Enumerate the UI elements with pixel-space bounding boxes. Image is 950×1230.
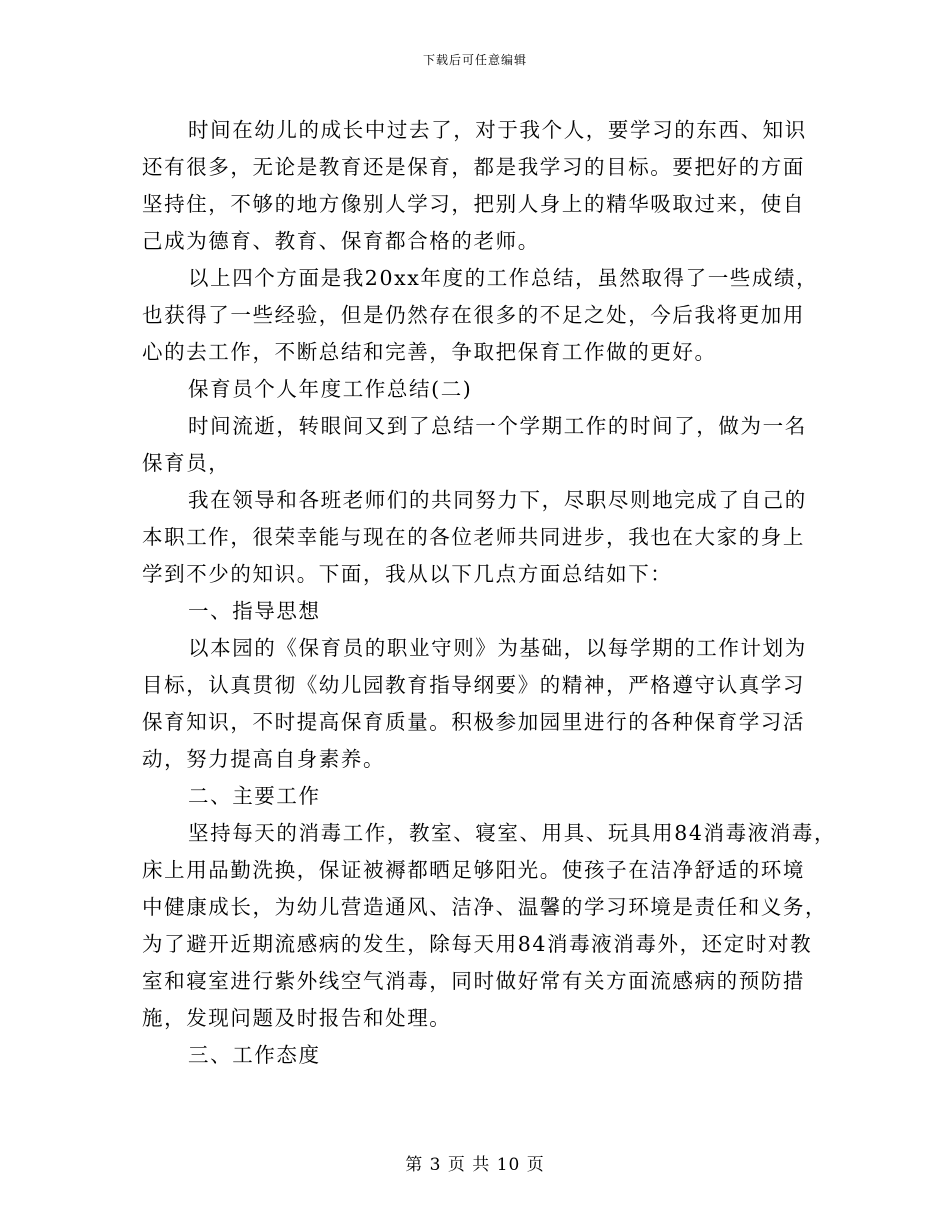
text-line: 己成为德育、教育、保育都合格的老师。 xyxy=(142,229,540,253)
text-line: 保育知识，不时提高保育质量。积极参加园里进行的各种保育学习活 xyxy=(142,710,805,734)
text-line: 坚持住，不够的地方像别人学习，把别人身上的精华吸取过来，使自 xyxy=(142,192,805,216)
text-line: 床上用品勤洗换，保证被褥都晒足够阳光。使孩子在洁净舒适的环境 xyxy=(142,858,805,882)
text-line: 时间流逝，转眼间又到了总结一个学期工作的时间了，做为一名 xyxy=(188,414,807,438)
text-line: 施，发现问题及时报告和处理。 xyxy=(142,1006,452,1030)
text-line: 为了避开近期流感病的发生，除每天用84消毒液消毒外，还定时对教 xyxy=(142,932,813,956)
text-line: 以本园的《保育员的职业守则》为基础，以每学期的工作计划为 xyxy=(188,636,807,660)
text-line: 保育员， xyxy=(142,451,231,475)
text-line: 本职工作，很荣幸能与现在的各位老师共同进步，我也在大家的身上 xyxy=(142,525,805,549)
page-number: 第 3 页 共 10 页 xyxy=(405,1155,545,1175)
text-line: 室和寝室进行紫外线空气消毒，同时做好常有关方面流感病的预防措 xyxy=(142,969,805,993)
text-line: 学到不少的知识。下面，我从以下几点方面总结如下： xyxy=(142,562,673,586)
section-heading: 二、主要工作 xyxy=(188,784,321,808)
text-line: 动，努力提高自身素养。 xyxy=(142,747,386,771)
document-body xyxy=(142,112,837,1074)
text-line: 坚持每天的消毒工作，教室、寝室、用具、玩具用84消毒液消毒， xyxy=(188,821,837,845)
text-line: 我在领导和各班老师们的共同努力下，尽职尽则地完成了自己的 xyxy=(188,488,807,512)
text-line: 心的去工作，不断总结和完善，争取把保育工作做的更好。 xyxy=(142,340,717,364)
text-line: 也获得了一些经验，但是仍然存在很多的不足之处，今后我将更加用 xyxy=(142,303,805,327)
section-title: 保育员个人年度工作总结(二) xyxy=(188,377,473,401)
text-line: 时间在幼儿的成长中过去了，对于我个人，要学习的东西、知识 xyxy=(188,118,807,142)
text-line: 中健康成长，为幼儿营造通风、洁净、温馨的学习环境是责任和义务， xyxy=(142,895,828,919)
text-line: 以上四个方面是我20xx年度的工作总结，虽然取得了一些成绩， xyxy=(188,266,819,290)
text-line: 还有很多，无论是教育还是保育，都是我学习的目标。要把好的方面 xyxy=(142,155,805,179)
page-header-note: 下载后可任意编辑 xyxy=(422,53,527,67)
section-heading: 三、工作态度 xyxy=(188,1043,321,1067)
section-heading: 一、指导思想 xyxy=(188,599,321,623)
text-line: 目标，认真贯彻《幼儿园教育指导纲要》的精神，严格遵守认真学习 xyxy=(142,673,805,697)
